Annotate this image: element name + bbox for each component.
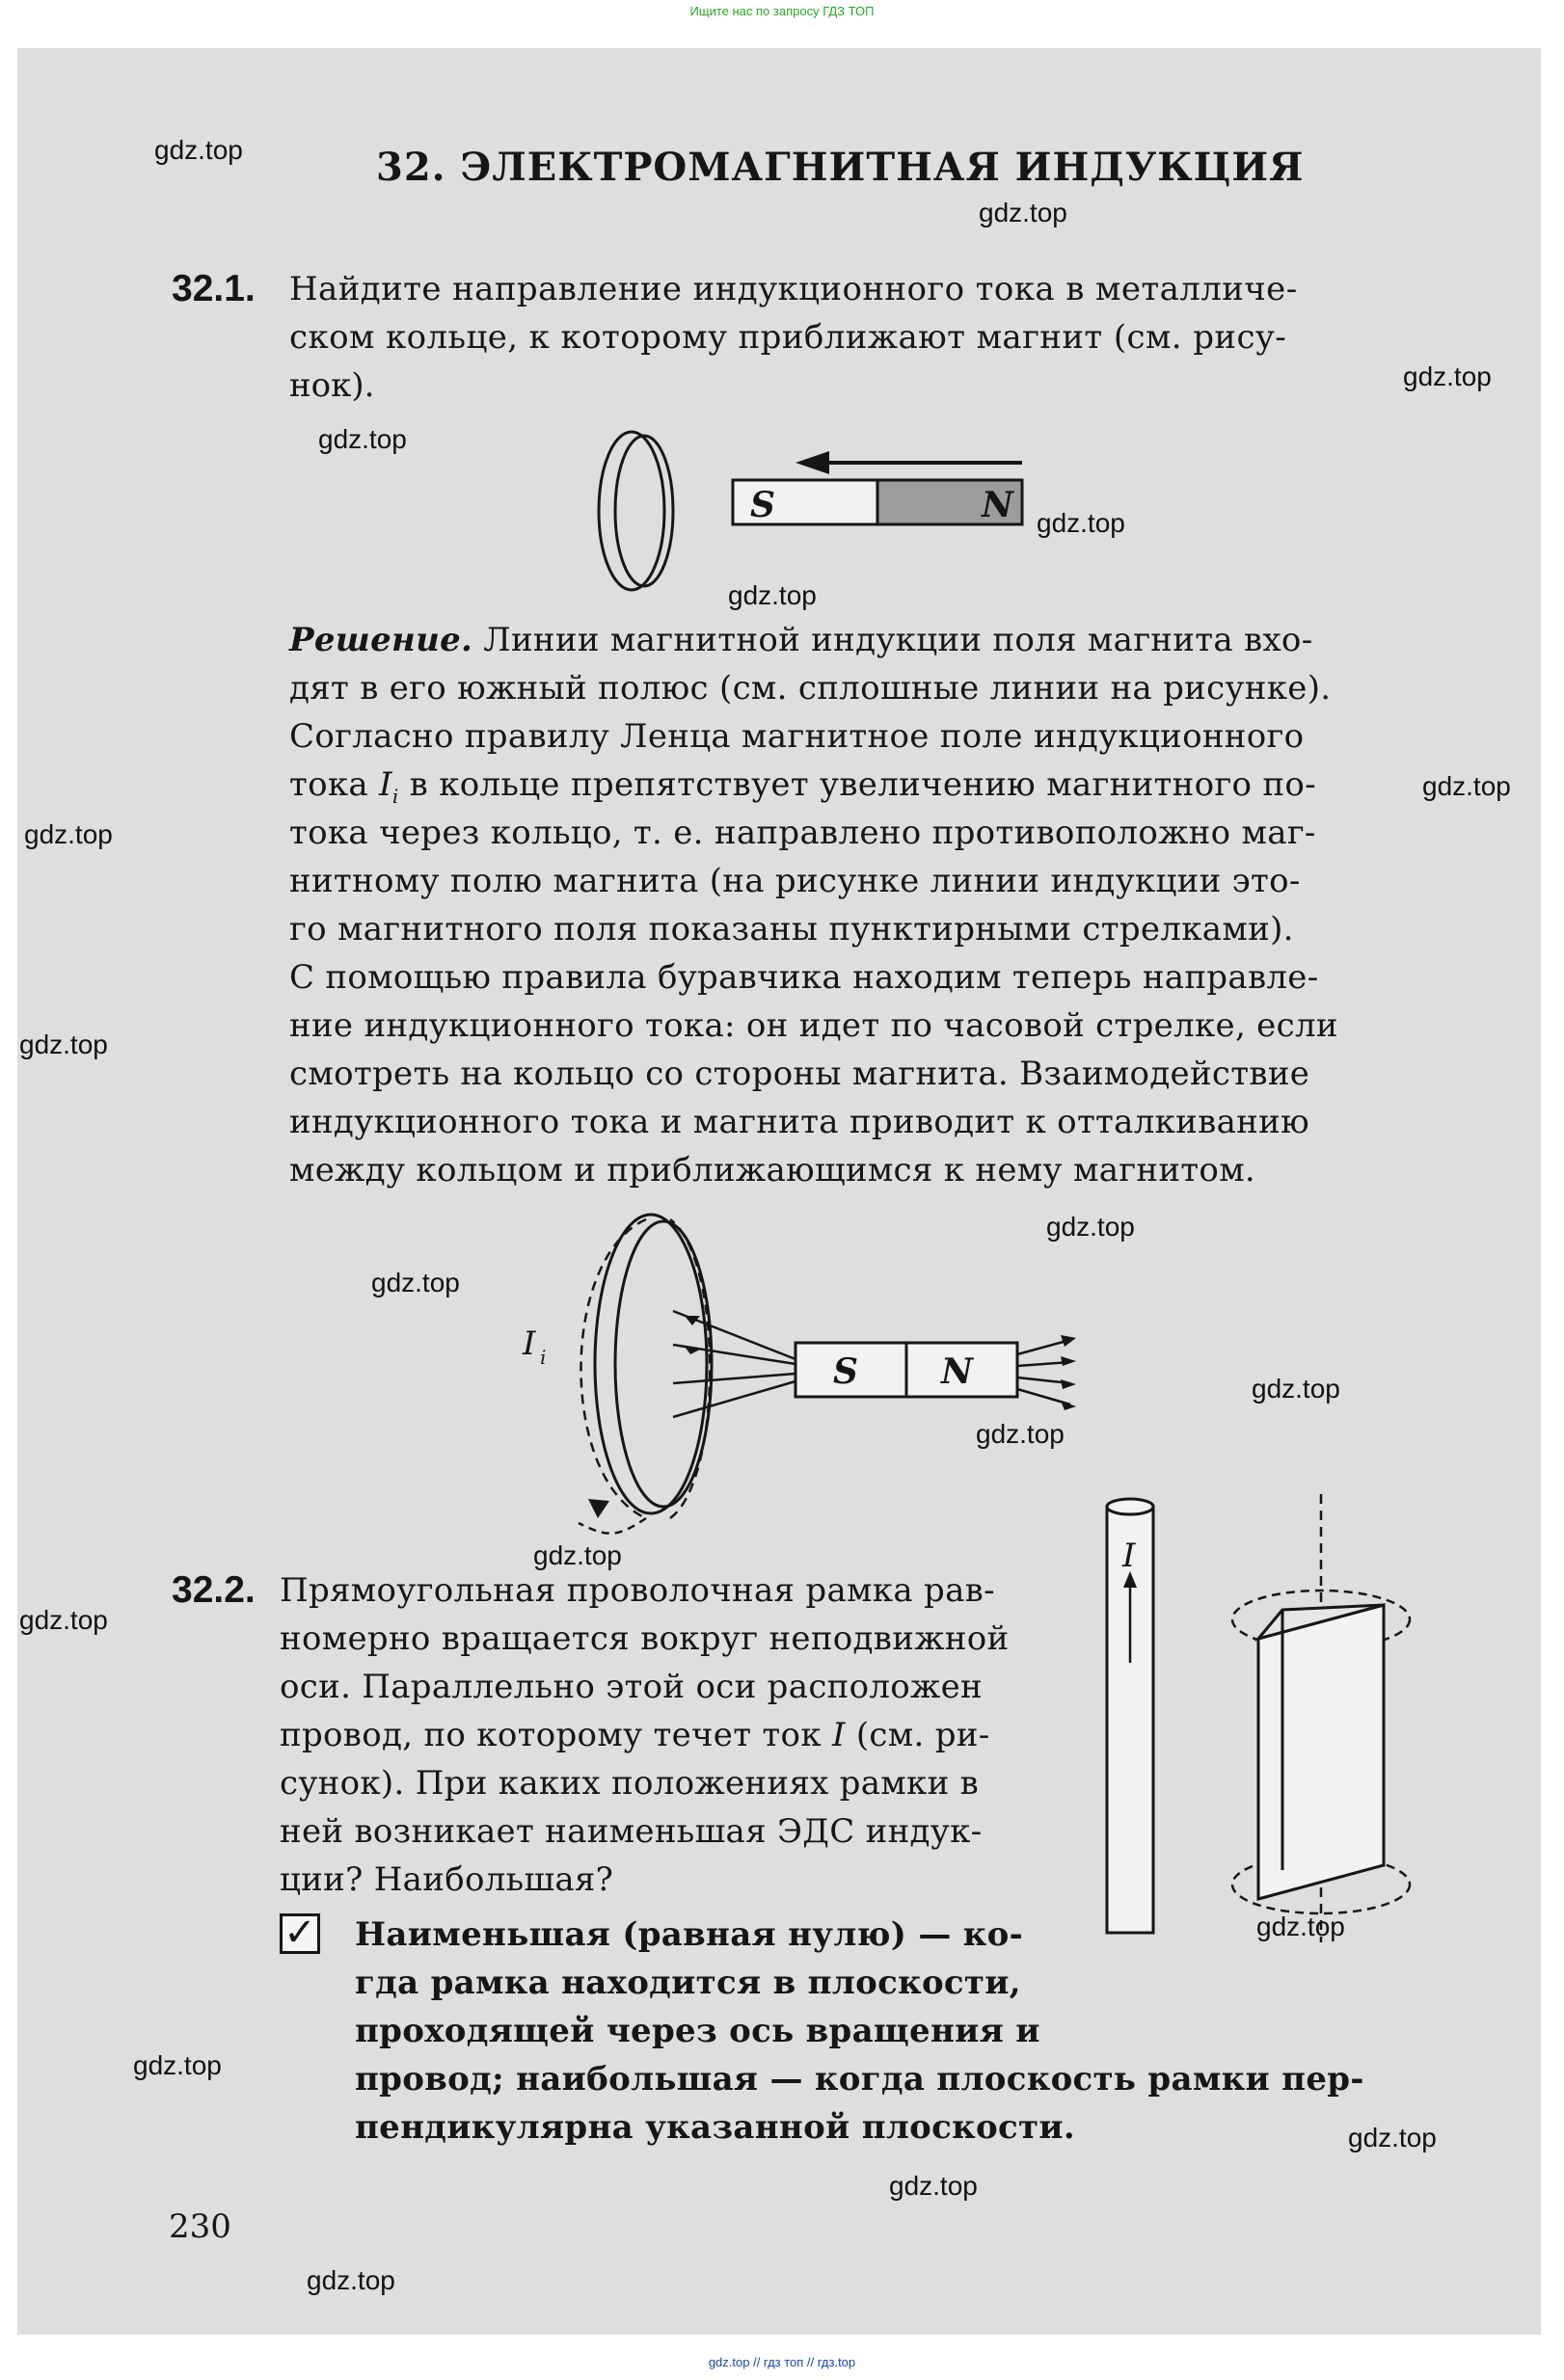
solution-line-current [289, 765, 1316, 808]
problem-1-number: 32.1. [172, 268, 256, 309]
dashed-field-line [579, 1518, 646, 1534]
answer-line: проходящей через ось вращения и [355, 2012, 1040, 2050]
watermark: gdz.top [133, 2050, 222, 2080]
solution-line: тока через кольцо, т. е. направлено противоположно маг- [289, 814, 1316, 852]
problem-2-current-symbol: I [831, 1716, 846, 1754]
watermark: gdz.top [1348, 2123, 1437, 2153]
solution-line: дят в его южный полюс (см. сплошные линии на рисунке). [289, 669, 1332, 708]
solution-line: смотреть на кольцо со стороны магнита. Взаимодействие [289, 1055, 1310, 1093]
watermark: gdz.top [533, 1540, 622, 1570]
figure-field-lines [501, 1200, 1080, 1538]
motion-arrow-head [795, 451, 829, 474]
magnet2-n-label: N [941, 1351, 973, 1392]
solution-line: нитному полю магнита (на рисунке линии индукции это- [289, 862, 1301, 900]
answer-check-icon: ✓ [280, 1913, 320, 1954]
watermark: gdz.top [1046, 1212, 1135, 1242]
figure-ring-magnet [579, 424, 1041, 598]
field-line [673, 1345, 795, 1364]
magnet2-s-label: S [833, 1351, 858, 1392]
problem-2-number: 32.2. [172, 1569, 256, 1611]
watermark: gdz.top [1037, 508, 1125, 538]
problem-2-line: оси. Параллельно этой оси расположен [280, 1668, 984, 1706]
watermark: gdz.top [24, 819, 113, 849]
solution-line: ние индукционного тока: он идет по часовой стрелке, если [289, 1006, 1338, 1045]
wire-top [1107, 1499, 1153, 1514]
watermark: gdz.top [976, 1419, 1065, 1449]
current-subscript: i [391, 784, 399, 808]
watermark: gdz.top [1403, 361, 1492, 391]
solution-line: го магнитного поля показаны пунктирными стрелками). [289, 910, 1294, 949]
problem-2-line-current [280, 1716, 990, 1754]
problem-1-line: ском кольце, к которому приближают магнит (см. рису- [289, 318, 1287, 357]
magnet-n-label: N [982, 485, 1013, 525]
answer-line: Наименьшая (равная нулю) — ко- [355, 1915, 1024, 1954]
watermark: gdz.top [1256, 1912, 1345, 1941]
field-line [673, 1381, 795, 1417]
figure-wire-frame [1099, 1489, 1427, 1942]
problem-2-text: (см. ри- [855, 1716, 990, 1754]
solution-text: Линии магнитной индукции поля магнита вхо- [483, 621, 1313, 659]
problem-1-line: Найдите направление индукционного тока в металличе- [289, 270, 1298, 308]
solution-line-0 [289, 621, 1313, 659]
magnet-s-label: S [750, 485, 775, 525]
watermark: gdz.top [154, 135, 243, 165]
problem-2-text: провод, по которому течет ток [280, 1716, 822, 1754]
footer-note: gdz.top // гдз топ // гдз.top [708, 2355, 856, 2369]
ring-outer [599, 432, 664, 590]
answer-line: гда рамка находится в плоскости, [355, 1964, 1021, 2002]
field-line [673, 1374, 795, 1383]
watermark: gdz.top [371, 1268, 460, 1297]
problem-2-line: номерно вращается вокруг неподвижной [280, 1619, 1010, 1658]
north-arrow [1061, 1401, 1076, 1410]
header-note: Ищите нас по запросу ГДЗ ТОП [689, 4, 875, 18]
current-symbol: I [379, 765, 392, 804]
watermark: gdz.top [307, 2265, 395, 2295]
watermark: gdz.top [318, 424, 407, 454]
frame-front [1258, 1605, 1384, 1899]
ring2-outer [595, 1215, 707, 1513]
watermark: gdz.top [19, 1030, 108, 1059]
solution-line: Согласно правилу Ленца магнитное поле индукционного [289, 717, 1305, 756]
problem-1-line: нок). [289, 366, 375, 405]
ring-current-arrow [588, 1499, 609, 1518]
watermark: gdz.top [1422, 771, 1511, 801]
watermark: gdz.top [889, 2171, 978, 2201]
problem-2-line: ции? Наибольшая? [280, 1860, 614, 1899]
problem-2-line: сунок). При каких положениях рамки в [280, 1764, 980, 1803]
wire-current-label: I [1122, 1537, 1136, 1575]
watermark: gdz.top [19, 1605, 108, 1635]
induced-current-sub: i [540, 1346, 547, 1369]
solution-line: индукционного тока и магнита приводит к отталкиванию [289, 1103, 1309, 1141]
problem-2-line: ней возникает наименьшая ЭДС индук- [280, 1812, 983, 1851]
north-arrow [1061, 1335, 1076, 1347]
north-arrow [1061, 1356, 1076, 1366]
field-line-north [1017, 1340, 1070, 1354]
current-rest: в кольце препятствует увеличению магнитного по- [409, 765, 1316, 804]
chapter-title: 32. ЭЛЕКТРОМАГНИТНАЯ ИНДУКЦИЯ [376, 145, 1305, 190]
page-number: 230 [169, 2207, 231, 2246]
solution-line: С помощью правила буравчика находим теперь направле- [289, 958, 1319, 997]
problem-2-line: Прямоугольная проволочная рамка рав- [280, 1571, 995, 1610]
north-arrow [1061, 1379, 1076, 1389]
solution-line: между кольцом и приближающимся к нему магнитом. [289, 1151, 1256, 1190]
answer-line: пендикулярна указанной плоскости. [355, 2108, 1075, 2147]
answer-line: провод; наибольшая — когда плоскость рамки пер- [355, 2060, 1364, 2099]
watermark: gdz.top [728, 580, 817, 610]
watermark: gdz.top [1252, 1374, 1340, 1404]
solution-label: Решение. [289, 621, 473, 659]
current-prefix: тока [289, 765, 368, 804]
watermark: gdz.top [979, 198, 1067, 227]
induced-current-label: I [523, 1324, 536, 1363]
